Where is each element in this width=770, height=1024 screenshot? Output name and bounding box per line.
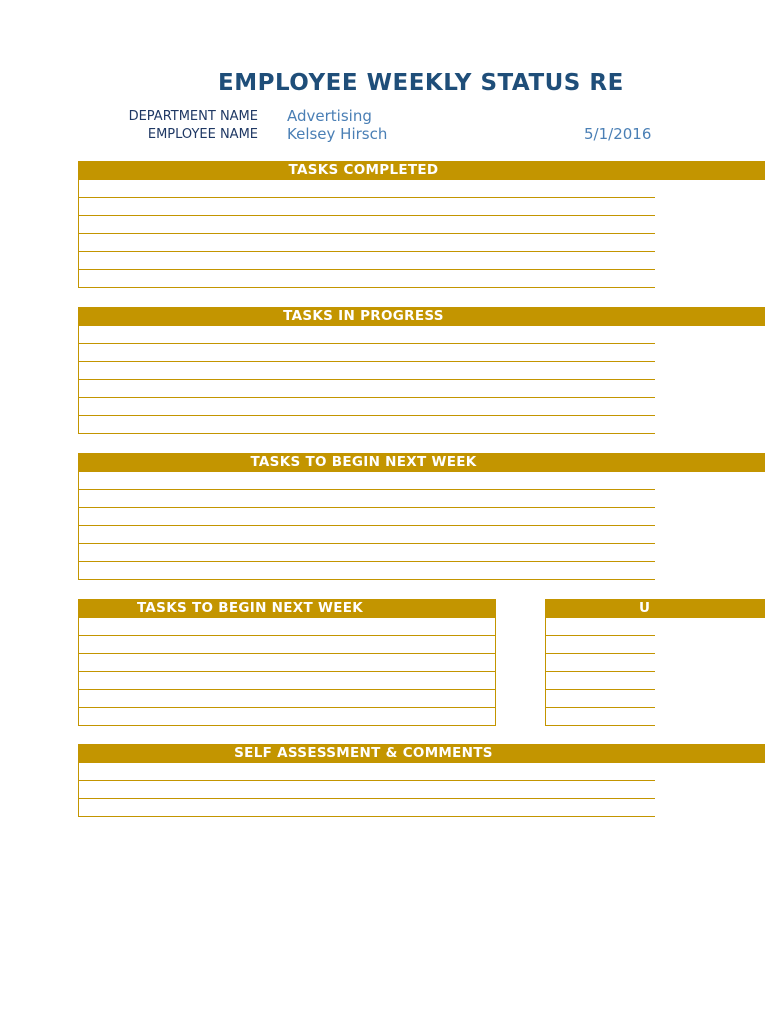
tasks-next-week-left-title: TASKS TO BEGIN NEXT WEEK [136,600,364,616]
employee-value[interactable]: Kelsey Hirsch [287,125,388,143]
table-row[interactable] [78,362,655,380]
table-row[interactable] [78,380,655,398]
department-label: DEPARTMENT NAME [128,109,258,124]
table-row[interactable] [78,416,655,434]
table-row[interactable] [78,234,655,252]
table-row[interactable] [78,763,655,781]
table-row[interactable] [78,708,496,726]
table-row[interactable] [78,490,655,508]
self-assessment-grid [78,763,655,817]
right-box-header [545,599,765,618]
table-row[interactable] [78,618,496,636]
tasks-next-week-title: TASKS TO BEGIN NEXT WEEK [250,454,477,470]
table-row[interactable] [78,398,655,416]
table-row[interactable] [78,690,496,708]
tasks-completed-header [78,161,765,180]
table-row[interactable] [78,654,496,672]
self-assessment-header [78,744,765,763]
table-row[interactable] [78,526,655,544]
table-row[interactable] [78,672,496,690]
table-row[interactable] [78,180,655,198]
table-row[interactable] [78,799,655,817]
table-row[interactable] [78,562,655,580]
tasks-next-week-left-header [78,599,496,618]
tasks-in-progress-title: TASKS IN PROGRESS [283,308,444,324]
table-row[interactable] [78,216,655,234]
table-row[interactable] [545,690,655,708]
report-title: EMPLOYEE WEEKLY STATUS RE [218,70,624,96]
table-row[interactable] [545,654,655,672]
table-row[interactable] [78,472,655,490]
department-value[interactable]: Advertising [287,107,372,125]
tasks-completed-grid [78,180,655,288]
table-row[interactable] [545,672,655,690]
table-row[interactable] [78,326,655,344]
tasks-next-week-header [78,453,765,472]
table-row[interactable] [78,508,655,526]
table-row[interactable] [545,636,655,654]
table-row[interactable] [78,344,655,362]
table-row[interactable] [545,708,655,726]
table-row[interactable] [545,618,655,636]
self-assessment-title: SELF ASSESSMENT & COMMENTS [234,745,493,761]
table-row[interactable] [78,198,655,216]
tasks-next-week-left-grid [78,618,496,726]
table-row[interactable] [78,270,655,288]
table-row[interactable] [78,544,655,562]
table-row[interactable] [78,252,655,270]
table-row[interactable] [78,781,655,799]
table-row[interactable] [78,636,496,654]
report-date[interactable]: 5/1/2016 [584,125,652,143]
right-box-grid [545,618,655,726]
tasks-next-week-grid [78,472,655,580]
tasks-in-progress-header [78,307,765,326]
right-box-title: U [639,600,651,616]
employee-label: EMPLOYEE NAME [147,127,258,142]
tasks-completed-title: TASKS COMPLETED [288,162,439,178]
tasks-in-progress-grid [78,326,655,434]
